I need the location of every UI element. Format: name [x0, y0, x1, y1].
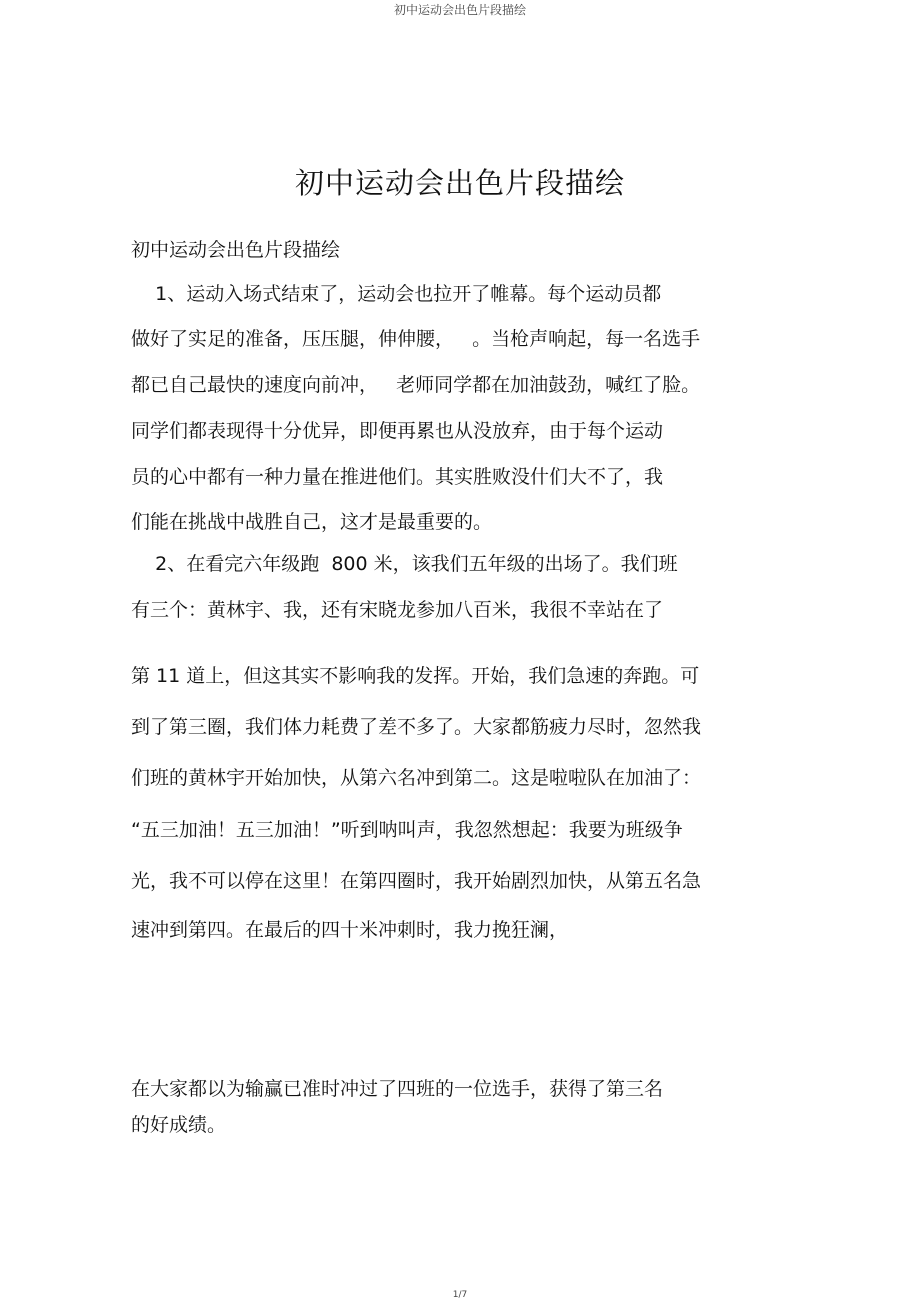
paragraph-line: 1、运动入场式结束了，运动会也拉开了帷幕。每个运动员都 [131, 283, 662, 305]
paragraph-line: 有三个：黄林宇、我，还有宋晓龙参加八百米，我很不幸站在了 [131, 599, 664, 621]
paragraph-line: 都已自己最快的速度向前冲， 老师同学都在加油鼓劲，喊红了脸。 [131, 374, 701, 396]
paragraph-line: 们能在挑战中战胜自己，这才是最重要的。 [131, 511, 493, 533]
running-header: 初中运动会出色片段描绘 [393, 3, 526, 17]
document-title: 初中运动会出色片段描绘 [294, 166, 625, 200]
paragraph-line: 在大家都以为输赢已准时冲过了四班的一位选手，获得了第三名 [131, 1078, 664, 1100]
paragraph-line: 到了第三圈，我们体力耗费了差不多了。大家都筋疲力尽时，忽然我 [131, 716, 702, 738]
paragraph-line: 光，我不可以停在这里！在第四圈时，我开始剧烈加快，从第五名急 [131, 870, 702, 892]
paragraph-line: “五三加油！五三加油！”听到呐叫声，我忽然想起：我要为班级争 [131, 819, 683, 841]
paragraph-line: 做好了实足的准备，压压腿，伸伸腰， 。当枪声响起，每一名选手 [131, 328, 701, 350]
paragraph-line: 的好成绩。 [131, 1114, 227, 1136]
document-subtitle: 初中运动会出色片段描绘 [131, 239, 341, 261]
paragraph-line: 们班的黄林宇开始加快，从第六名冲到第二。这是啦啦队在加油了： [131, 767, 702, 789]
paragraph-line: 第 11 道上，但这其实不影响我的发挥。开始，我们急速的奔跑。可 [131, 665, 700, 687]
paragraph-line: 同学们都表现得十分优异，即便再累也从没放弃，由于每个运动 [131, 420, 664, 442]
paragraph-line: 员的心中都有一种力量在推进他们。其实胜败没什们大不了，我 [131, 466, 664, 488]
page-number: 1/7 [452, 1290, 468, 1300]
paragraph-line: 速冲到第四。在最后的四十米冲刺时，我力挽狂澜， [131, 919, 569, 941]
paragraph-line: 2、在看完六年级跑 800 米，该我们五年级的出场了。我们班 [131, 553, 678, 575]
